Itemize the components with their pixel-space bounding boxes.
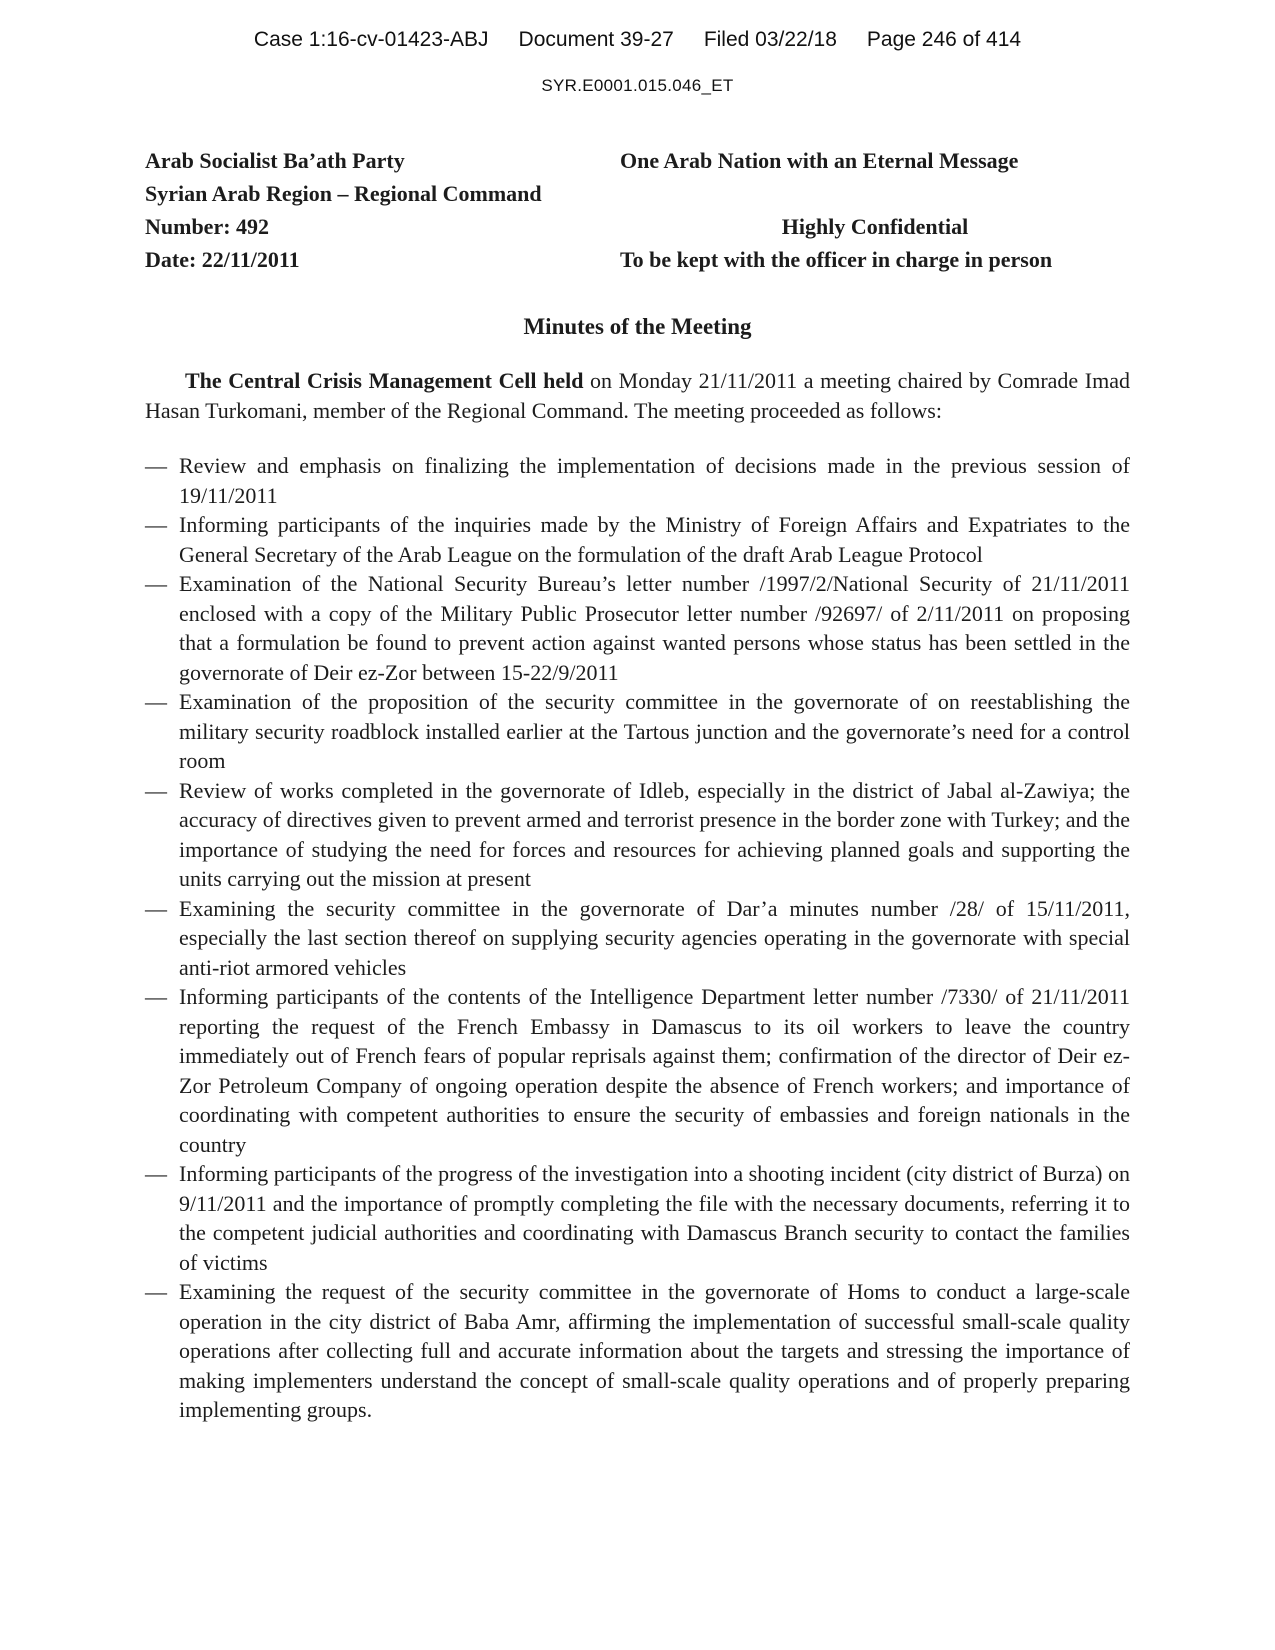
letterhead-left	[145, 144, 597, 276]
case-header	[145, 28, 1130, 52]
item-text: Informing participants of the inquiries made by the Ministry of Foreign Affairs and Expatriates to the General Secretary of the Arab League on the formulation of the draft Arab League Protocol	[179, 512, 1130, 567]
letterhead-right	[620, 144, 1130, 276]
list-item	[145, 510, 1130, 569]
item-text: Examining the security committee in the governorate of Dar’a minutes number /28/ of 15/11/2011, especially the last section thereof on supplying security agencies operating in the governorate with special anti-riot armored vehicles	[179, 895, 1130, 980]
item-dash: —	[145, 689, 167, 714]
intro-rest: on Monday 21/11/2011 a meeting chaired by Comrade Imad Hasan Turkomani, member of the Regional Command. The meeting proceeded as follows:	[145, 368, 1130, 423]
page-number: Page 246 of 414	[866, 28, 1022, 51]
item-text: Review and emphasis on finalizing the implementation of decisions made in the previous session of 19/11/2011	[179, 453, 1130, 508]
item-dash: —	[145, 984, 167, 1009]
party-name: Arab Socialist Ba’ath Party	[145, 148, 405, 173]
document-number: Document 39-27	[518, 28, 674, 51]
item-dash: —	[145, 453, 167, 478]
list-item	[145, 569, 1130, 687]
letterhead	[145, 144, 1130, 276]
list-item	[145, 776, 1130, 894]
item-dash: —	[145, 777, 167, 803]
item-text: Informing participants of the contents of the Intelligence Department letter number /7330/ of 21/11/2011 reporting the request of the French Embassy in Damascus to its oil workers to leave the country immediately out of French fears of popular reprisals against them; confirmation of the director of Deir ez-Zor Petroleum Company of ongoing operation despite the absence of French workers; and importance of coordinating with competent authorities to ensure the security of embassies and foreign nationals in the country	[179, 984, 1130, 1157]
exhibit-id: SYR.E0001.015.046_ET	[541, 76, 734, 95]
item-text: Examination of the National Security Bureau’s letter number /1997/2/National Security of 21/11/2011 enclosed with a copy of the Military Public Prosecutor letter number /92697/ of 2/11/2011 on proposing that a formulation be found to prevent action against wanted persons whose status has been settled in the governorate of Deir ez-Zor between 15-22/9/2011	[179, 571, 1130, 685]
case-number: Case 1:16-cv-01423-ABJ	[253, 28, 489, 51]
item-dash: —	[145, 1279, 167, 1304]
list-item	[145, 982, 1130, 1159]
item-text: Examination of the proposition of the security committee in the governorate of on reestablishing the military security roadblock installed earlier at the Tartous junction and the governorate’s need for a control room	[179, 689, 1130, 773]
list-item	[145, 451, 1130, 510]
item-text: Review of works completed in the governorate of Idleb, especially in the district of Jabal al-Zawiya; the accuracy of directives given to prevent armed and terrorist presence in the border zone with Turkey; and the importance of studying the need for forces and resources for achieving planned goals and supporting the units carrying out the mission at present	[179, 777, 1130, 891]
list-item	[145, 1159, 1130, 1277]
list-item	[145, 687, 1130, 776]
item-text: Informing participants of the progress of the investigation into a shooting incident (city district of Burza) on 9/11/2011 and the importance of promptly completing the file with the necessary documents, referring it to the competent judicial authorities and coordinating with Damascus Branch security to contact the families of victims	[179, 1161, 1130, 1275]
item-dash: —	[145, 512, 167, 537]
filed-date: Filed 03/22/18	[703, 28, 837, 51]
item-dash: —	[145, 895, 167, 921]
custody-instruction: To be kept with the officer in charge in person	[620, 247, 1053, 272]
classification-label: Highly Confidential	[781, 214, 969, 239]
minutes-list	[145, 451, 1130, 1425]
document-number-line: Number: 492	[145, 214, 270, 239]
party-motto: One Arab Nation with an Eternal Message	[620, 148, 1019, 173]
item-dash: —	[145, 1161, 167, 1186]
item-dash: —	[145, 571, 167, 596]
intro-lead: The Central Crisis Management Cell held	[185, 368, 584, 393]
list-item	[145, 894, 1130, 983]
document-date-line: Date: 22/11/2011	[145, 247, 300, 272]
list-item	[145, 1277, 1130, 1425]
meeting-title: Minutes of the Meeting	[523, 314, 752, 339]
item-text: Examining the request of the security committee in the governorate of Homs to conduct a large-scale operation in the city district of Baba Amr, affirming the implementation of successful small-scale quality operations after collecting full and accurate information about the targets and stressing the importance of making implementers understand the concept of small-scale quality operations and of properly preparing implementing groups.	[179, 1279, 1130, 1422]
letterhead-spacer	[620, 177, 1130, 210]
intro-paragraph	[145, 366, 1130, 425]
region-command: Syrian Arab Region – Regional Command	[145, 181, 542, 206]
